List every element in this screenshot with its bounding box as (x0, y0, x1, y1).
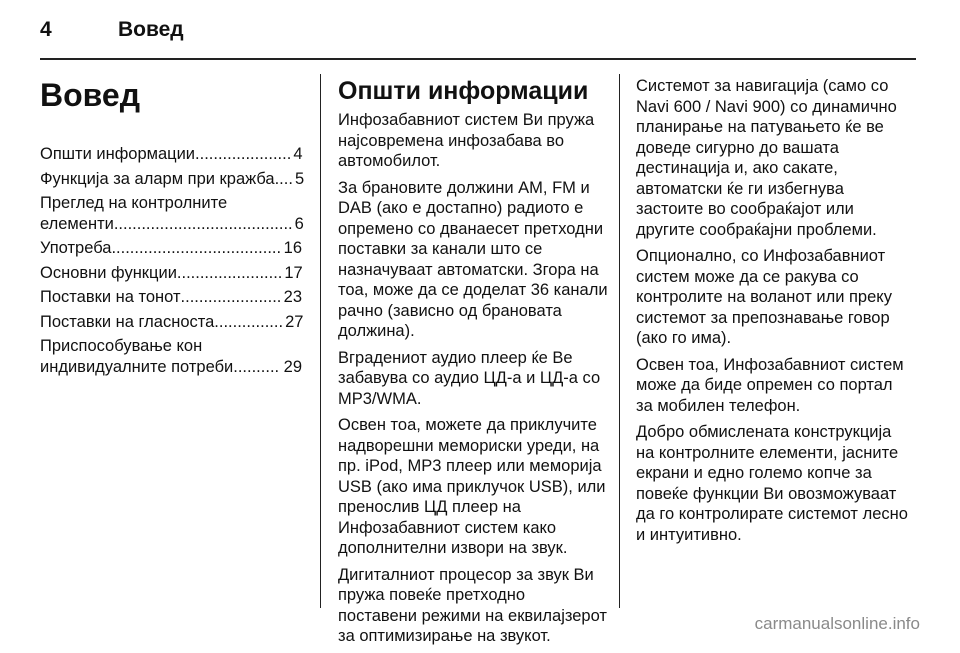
toc-leader-dots: ..................................... (111, 239, 282, 257)
toc-leader-dots: ...................... (180, 288, 282, 306)
body-paragraph: Опционално, со Инфозабавниот систем може да се ракува со контролите на воланот или преку системот за препознавање говор (ако го има). (636, 247, 892, 347)
column-divider-1 (320, 74, 321, 608)
body-paragraph: Освен тоа, Инфозабавниот систем може да биде опремен со портал за мобилен телефон. (636, 355, 904, 415)
toc-entry-text: Функција за аларм при кражба (40, 169, 275, 188)
toc-entry[interactable] (40, 336, 302, 377)
running-header-title: Вовед (118, 18, 184, 41)
toc-leader-dots: .......... (233, 357, 280, 376)
toc-leader-dots: ....................................... (113, 214, 293, 233)
body-paragraph: Системот за навигација (само со Navi 600 / Navi 900) со динамично планирање на патувањето ќе ве доведе сигурно до вашата дестинација и, ако сакате, автоматски ќе ги избегнува застоите во сообраќајот или другите сообраќајни проблеми. (636, 77, 897, 239)
toc-entry[interactable] (40, 287, 302, 308)
toc-entry-text: Преглед на контролните (40, 194, 228, 212)
toc-entry-text: Основни функции (40, 263, 177, 282)
toc-page-number: 4 (293, 145, 303, 163)
header-rule (40, 58, 916, 60)
toc-entry-text: Општи информации (40, 145, 196, 163)
toc-entry[interactable] (40, 169, 305, 190)
toc-entry-text: Поставки на тонот (40, 288, 181, 306)
toc-column (40, 76, 305, 381)
body-paragraph: Освен тоа, можете да приклучите надворешни мемориски уреди, на пр. iPod, MP3 плеер или меморија USB (ако има приклучок USB), или пренослив ЦД плеер на Инфозабавниот систем како дополнителни извори на звук. (338, 416, 606, 557)
toc-entry[interactable] (40, 144, 302, 165)
table-of-contents (40, 144, 305, 377)
toc-page-number: 29 (283, 357, 302, 376)
toc-entry-text: Употреба (40, 239, 112, 257)
toc-entry-text: Приспособување кон (40, 337, 203, 355)
column-3 (636, 76, 912, 551)
toc-leader-dots: ..................... (195, 145, 292, 163)
toc-leader-dots: ............... (214, 312, 284, 331)
toc-page-number: 16 (283, 239, 302, 257)
toc-entry-text: елементи (40, 214, 114, 233)
toc-page-number: 6 (294, 214, 304, 233)
toc-entry-text: Поставки на гласноста (40, 312, 215, 331)
toc-entry[interactable] (40, 238, 302, 259)
column-divider-2 (619, 74, 620, 608)
body-paragraph: За брановите должини AM, FM и DAB (ако е достапно) радиото е опремено со дванаесет претходни поставки за канали што се назначуваат автоматски. Згора на тоа, може да се доделат 36 канали рачно (зависно од брановата должина). (338, 178, 608, 340)
section-title: Општи информации (338, 77, 589, 105)
page-header (40, 18, 920, 48)
watermark: carmanualsonline.info (754, 614, 920, 633)
body-paragraph: Добро обмислената конструкција на контролните елементи, јасните екрани и едно големо копче за повеќе функции Ви овозможуваат да го контролирате системот лесно и интуитивно. (636, 423, 908, 544)
column-2 (338, 76, 608, 653)
toc-entry[interactable] (40, 312, 302, 333)
body-paragraph: Инфозабавниот систем Ви пружа најсовремена инфозабава во автомобилот. (338, 111, 595, 170)
chapter-title: Вовед (40, 77, 141, 113)
toc-entry[interactable] (40, 263, 302, 284)
toc-leader-dots: ....................... (176, 263, 283, 282)
column-3-body (636, 76, 912, 545)
toc-page-number: 17 (284, 263, 303, 282)
toc-page-number: 23 (283, 288, 302, 306)
toc-entry-text: индивидуалните потреби (40, 357, 234, 376)
body-paragraph: Дигиталниот процесор за звук Ви пружа повеќе претходно поставени режими на еквилајзерот за оптимизирање на звукот. (338, 565, 607, 645)
toc-page-number: 27 (285, 312, 304, 331)
body-paragraph: Вградениот аудио плеер ќе Ве забавува со аудио ЦД-а и ЦД-а со MP3/WMA. (338, 348, 601, 408)
toc-page-number: 5 (294, 169, 305, 188)
toc-leader-dots: .... (274, 169, 293, 188)
column-2-body (338, 110, 608, 647)
page-number: 4 (40, 18, 52, 41)
toc-entry[interactable] (40, 193, 302, 234)
